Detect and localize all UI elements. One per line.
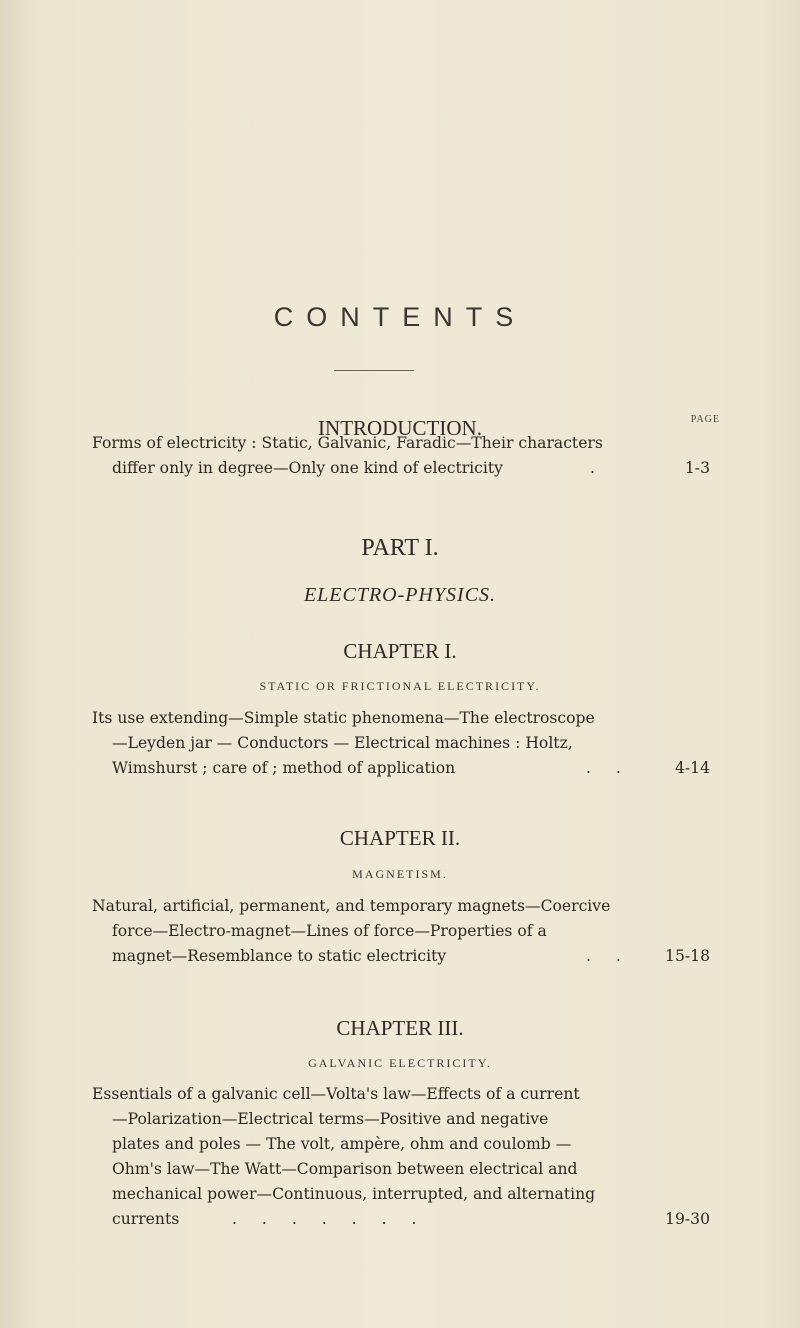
introduction-entry xyxy=(92,431,710,481)
leader-dots: . . . . . . . xyxy=(232,1210,427,1228)
introduction-heading: INTRODUCTION. xyxy=(318,416,482,440)
entry-line: force—Electro-magnet—Lines of force—Properties of a xyxy=(112,922,547,940)
entry-line-text: differ only in degree—Only one kind of electricity xyxy=(112,459,503,477)
entry-line xyxy=(92,756,710,781)
leader-dots: . . xyxy=(586,947,631,965)
entry-line-text: magnet—Resemblance to static electricity xyxy=(112,947,447,965)
entry-line: Ohm's law—The Watt—Comparison between electrical and xyxy=(112,1160,578,1178)
chapter-2-entry xyxy=(92,894,710,969)
entry-line-text: Wimshurst ; care of ; method of application xyxy=(112,759,456,777)
entry-line: plates and poles — The volt, ampère, ohm and coulomb — xyxy=(112,1135,572,1153)
page-range: 15-18 xyxy=(665,947,710,965)
page-range: 19-30 xyxy=(665,1210,710,1228)
part-subtitle: ELECTRO-PHYSICS. xyxy=(303,584,497,606)
entry-line-text: currents xyxy=(112,1210,180,1228)
leader-dots: . xyxy=(590,459,605,477)
part-heading: PART I. xyxy=(361,535,439,561)
chapter-3-heading: CHAPTER III. xyxy=(336,1016,464,1040)
entry-line: mechanical power—Continuous, interrupted, and alternating xyxy=(112,1185,596,1203)
chapter-1-heading: CHAPTER I. xyxy=(343,639,457,663)
page-column-header: PAGE xyxy=(690,414,720,425)
entry-line xyxy=(92,1207,710,1232)
entry-line: —Polarization—Electrical terms—Positive and negative xyxy=(112,1110,549,1128)
chapter-2-heading: CHAPTER II. xyxy=(339,826,461,850)
entry-line: Forms of electricity : Static, Galvanic, Faradic—Their characters xyxy=(92,434,603,452)
chapter-1-entry xyxy=(92,706,710,781)
chapter-3-subheading: GALVANIC ELECTRICITY. xyxy=(308,1056,492,1070)
chapter-1-subheading: STATIC OR FRICTIONAL ELECTRICITY. xyxy=(259,679,541,693)
chapter-2-subheading: MAGNETISM. xyxy=(352,867,448,881)
entry-line xyxy=(92,944,710,969)
title-rule xyxy=(334,370,414,371)
entry-line: Natural, artificial, permanent, and temporary magnets—Coercive xyxy=(92,897,611,915)
entry-line: Essentials of a galvanic cell—Volta's law—Effects of a current xyxy=(92,1085,580,1103)
chapter-3-entry xyxy=(92,1082,710,1232)
page-range: 4-14 xyxy=(674,759,710,777)
entry-line xyxy=(92,456,710,481)
page-title: CONTENTS xyxy=(273,302,527,332)
entry-line: —Leyden jar — Conductors — Electrical machines : Holtz, xyxy=(112,734,573,752)
page-range: 1-3 xyxy=(684,459,710,477)
entry-line: Its use extending—Simple static phenomena—The electroscope xyxy=(92,709,595,727)
leader-dots: . . xyxy=(586,759,631,777)
